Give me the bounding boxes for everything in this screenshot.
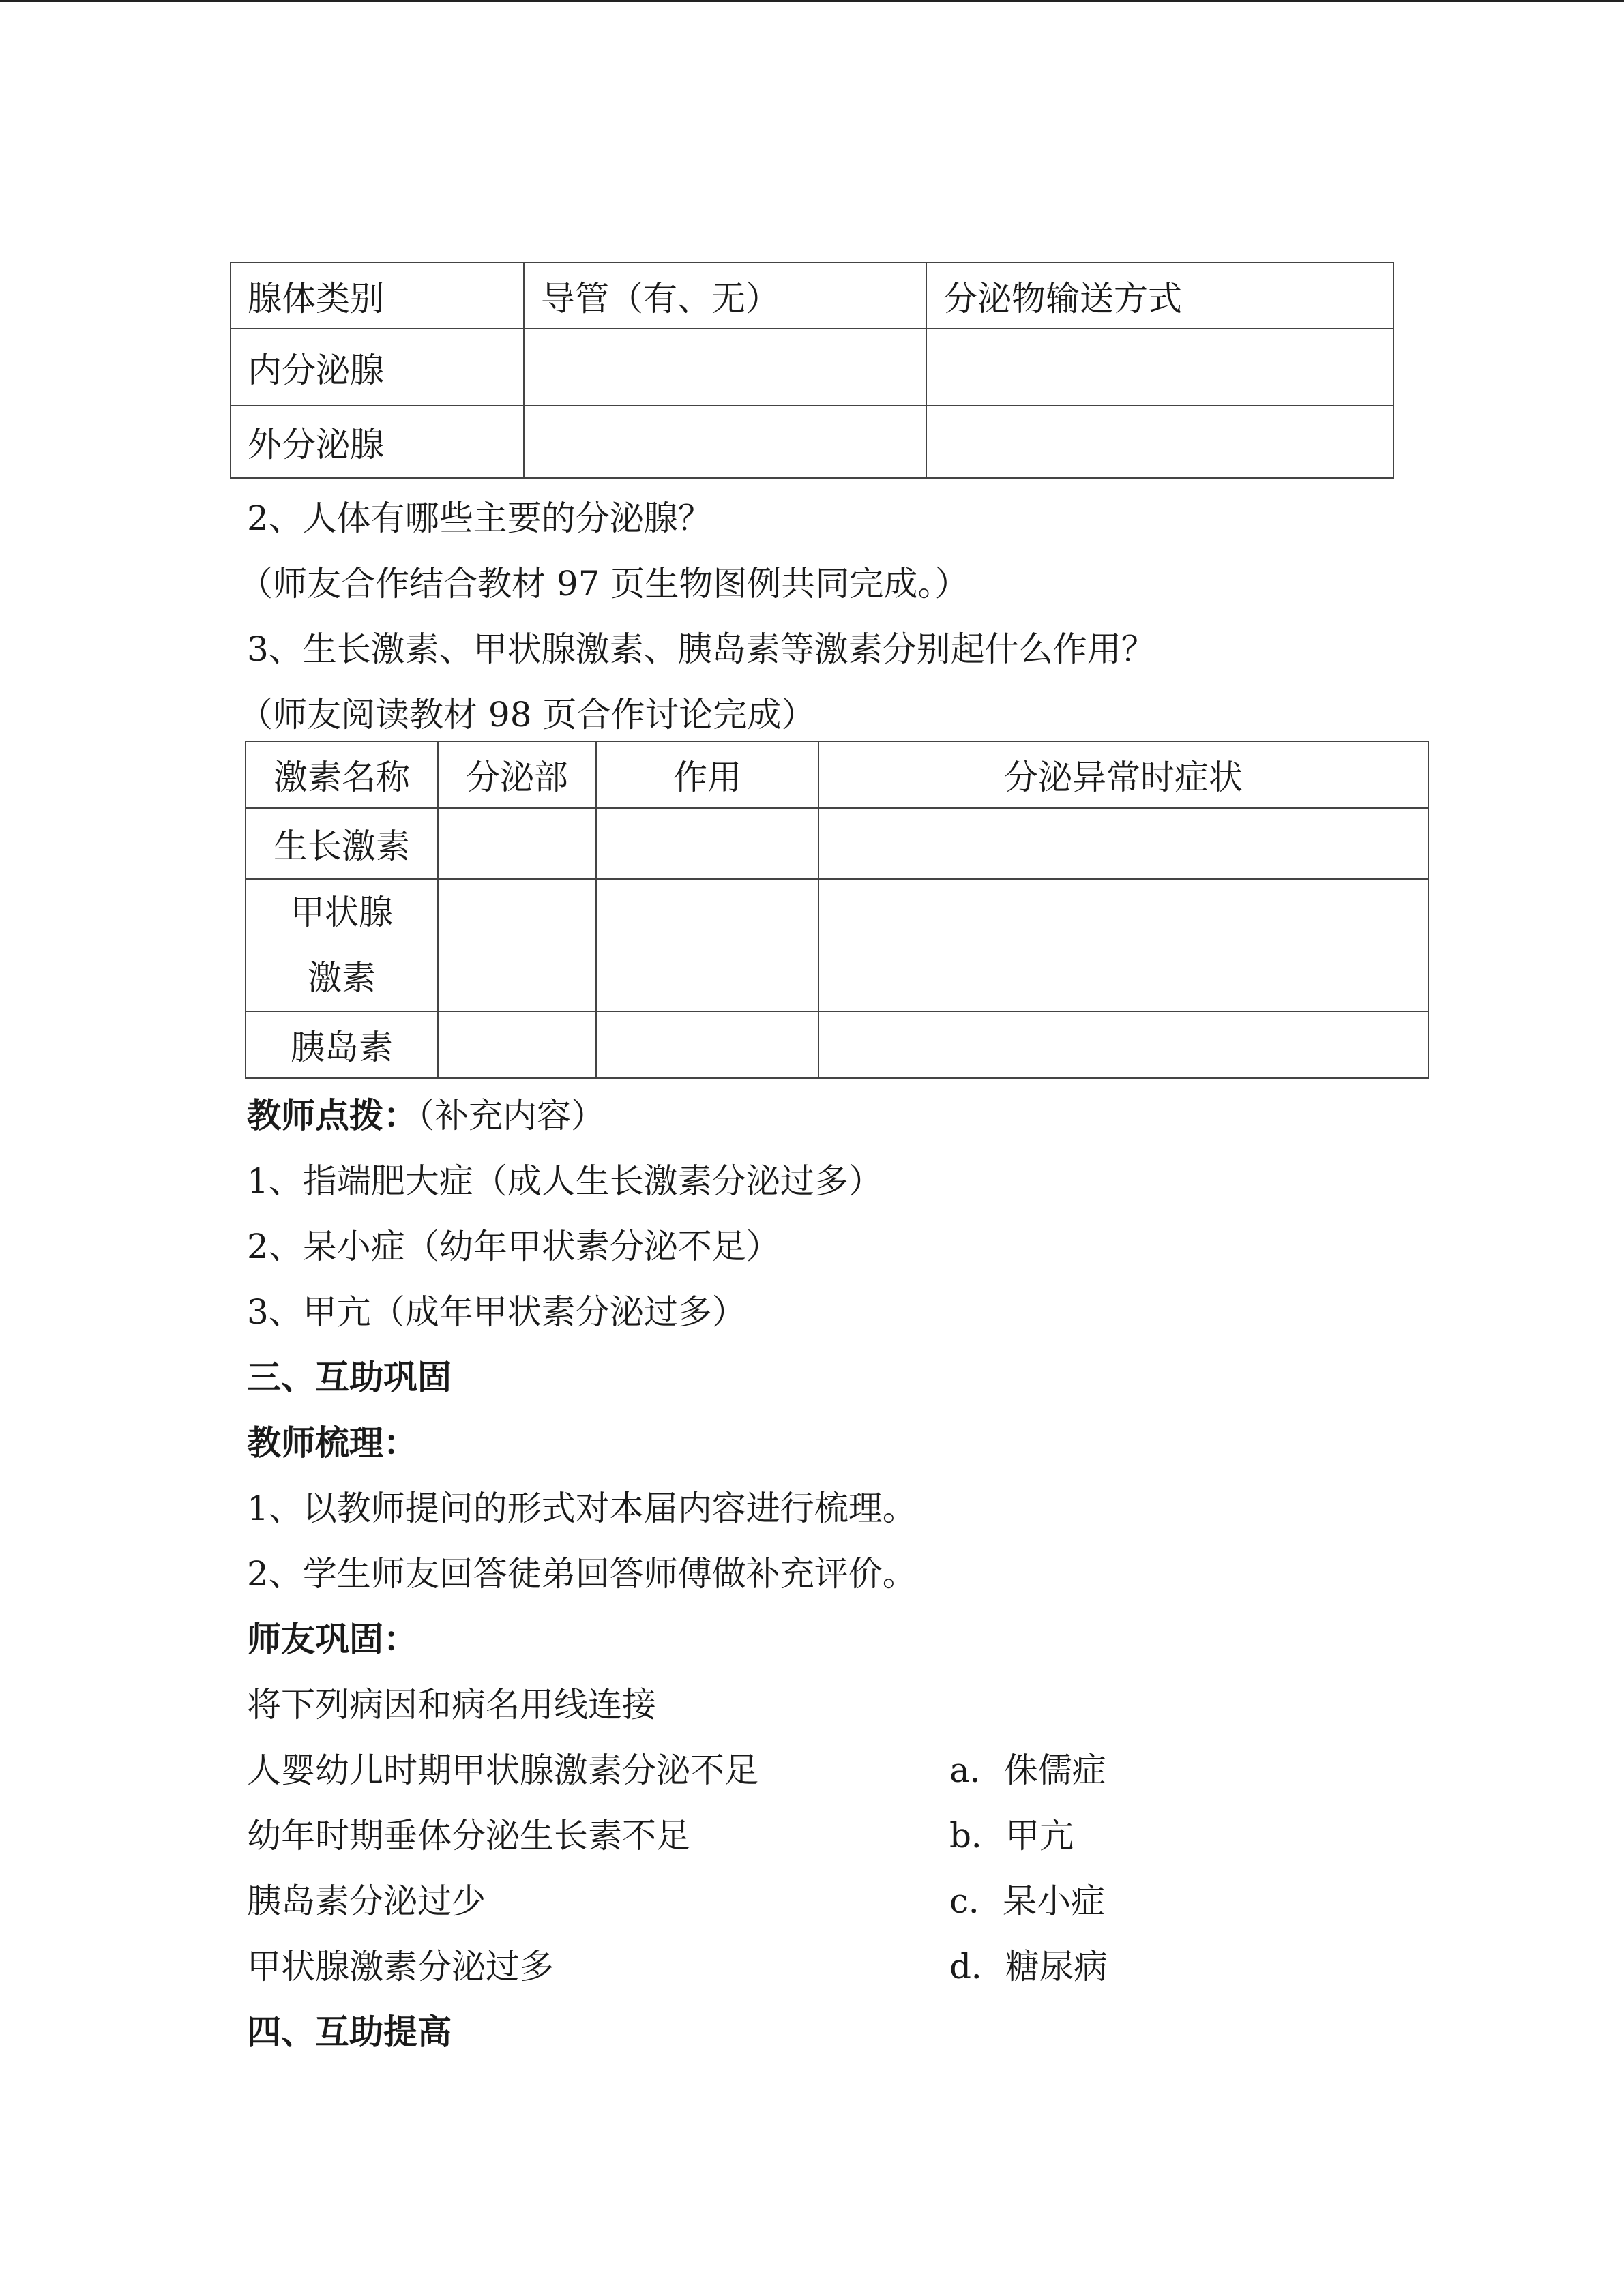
table-header-cell: 腺体类别 — [231, 263, 524, 329]
matching-disease: b．甲亢 — [949, 1816, 1074, 1855]
tip-item: 1、指端肥大症（成人生长激素分泌过多） — [247, 1161, 883, 1201]
table-header-cell: 分泌部 — [438, 741, 596, 808]
question-2: 2、人体有哪些主要的分泌腺？ — [247, 498, 712, 538]
tip-item: 3、甲亢（成年甲状素分泌过多） — [247, 1292, 746, 1332]
table-cell — [524, 329, 926, 406]
review-item: 1、以教师提问的形式对本届内容进行梳理。 — [247, 1489, 917, 1528]
matching-cause: 人婴幼儿时期甲状腺激素分泌不足 — [247, 1750, 758, 1790]
table-cell — [596, 808, 818, 879]
table-cell: 甲状腺 激素 — [246, 879, 438, 1011]
matching-disease: d．糖尿病 — [949, 1947, 1108, 1986]
review-item: 2、学生师友回答徒弟回答师傅做补充评价。 — [247, 1554, 917, 1594]
table-cell — [438, 808, 596, 879]
table-row — [246, 808, 1428, 879]
consolidate-heading: 师友巩固： — [247, 1619, 417, 1659]
table-header-cell: 作用 — [596, 741, 818, 808]
section-3-heading: 三、互助巩固 — [247, 1357, 452, 1397]
table-cell: 内分泌腺 — [231, 329, 524, 406]
hormone-table — [245, 741, 1429, 1079]
table-cell — [596, 1011, 818, 1078]
table-cell — [926, 329, 1393, 406]
table-row — [246, 1011, 1428, 1078]
section-4-heading: 四、互助提高 — [247, 2012, 452, 2052]
table-row — [246, 879, 1428, 1011]
table-header-row — [246, 741, 1428, 808]
gland-comparison-table — [230, 262, 1394, 479]
table-header-cell: 导管（有、无） — [524, 263, 926, 329]
table-row — [231, 406, 1393, 478]
table-cell — [438, 879, 596, 1011]
table-cell: 外分泌腺 — [231, 406, 524, 478]
table-header-cell: 分泌异常时症状 — [818, 741, 1428, 808]
table-cell — [596, 879, 818, 1011]
teacher-tip — [247, 1094, 605, 1137]
question-3-note: （师友阅读教材 98 页合作讨论完成） — [239, 695, 816, 734]
review-heading: 教师梳理： — [247, 1422, 417, 1463]
table-cell — [926, 406, 1393, 478]
teacher-tip-suffix: （补充内容） — [417, 1096, 605, 1135]
table-header-cell: 分泌物输送方式 — [926, 263, 1393, 329]
table-cell: 生长激素 — [246, 808, 438, 879]
table-row — [231, 329, 1393, 406]
matching-disease: a．侏儒症 — [949, 1750, 1106, 1790]
table-cell — [818, 1011, 1428, 1078]
table-cell — [818, 808, 1428, 879]
matching-cause: 甲状腺激素分泌过多 — [247, 1947, 554, 1986]
question-2-note: （师友合作结合教材 97 页生物图例共同完成。） — [239, 564, 969, 603]
page-top-border — [0, 0, 1624, 2]
question-3: 3、生长激素、甲状腺激素、胰岛素等激素分别起什么作用？ — [247, 629, 1155, 669]
tip-item: 2、呆小症（幼年甲状素分泌不足） — [247, 1227, 780, 1266]
table-header-row — [231, 263, 1393, 329]
teacher-tip-heading: 教师点拨： — [247, 1095, 417, 1135]
table-header-cell: 激素名称 — [246, 741, 438, 808]
matching-disease: c．呆小症 — [949, 1881, 1106, 1921]
table-cell — [524, 406, 926, 478]
table-cell — [438, 1011, 596, 1078]
table-cell: 胰岛素 — [246, 1011, 438, 1078]
matching-cause: 幼年时期垂体分泌生长素不足 — [247, 1816, 690, 1855]
matching-instruction: 将下列病因和病名用线连接 — [247, 1685, 656, 1725]
table-cell — [818, 879, 1428, 1011]
matching-cause: 胰岛素分泌过少 — [247, 1881, 486, 1921]
